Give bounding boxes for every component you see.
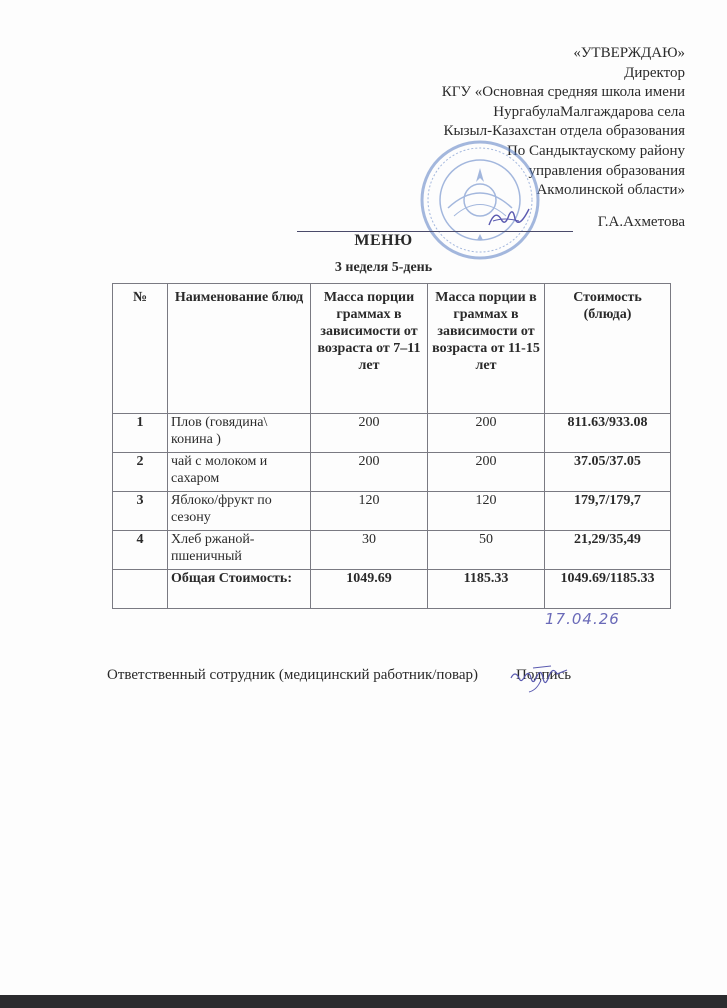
row-mass-11-15: 120 bbox=[428, 492, 545, 531]
row-num: 2 bbox=[113, 453, 168, 492]
cook-signature-icon bbox=[507, 664, 571, 694]
row-num: 1 bbox=[113, 414, 168, 453]
handwritten-date: 17.04.26 bbox=[545, 610, 620, 628]
table-row bbox=[113, 492, 671, 531]
row-num: 4 bbox=[113, 531, 168, 570]
approval-line: Акмолинской области» bbox=[536, 182, 685, 199]
row-dish-name: Плов (говядина\ конина ) bbox=[168, 414, 311, 453]
footer-line bbox=[107, 667, 571, 684]
menu-title: МЕНЮ bbox=[354, 232, 413, 249]
row-cost: 811.63/933.08 bbox=[545, 414, 671, 453]
row-dish-name: Хлеб ржаной-пшеничный bbox=[168, 531, 311, 570]
table-row bbox=[113, 531, 671, 570]
approval-line: Кызыл-Казахстан отдела образования bbox=[443, 123, 685, 140]
director-name: Г.А.Ахметова bbox=[597, 214, 685, 230]
approval-line: управления образования bbox=[528, 162, 685, 179]
header-dish-name: Наименование блюд bbox=[168, 284, 311, 414]
total-label: Общая Стоимость: bbox=[168, 570, 311, 609]
table-header-row bbox=[113, 284, 671, 414]
header-num: № bbox=[113, 284, 168, 414]
total-mass-11-15: 1185.33 bbox=[428, 570, 545, 609]
approval-line: Директор bbox=[624, 64, 685, 81]
row-cost: 37.05/37.05 bbox=[545, 453, 671, 492]
row-mass-7-11: 30 bbox=[311, 531, 428, 570]
table-row bbox=[113, 414, 671, 453]
approval-line: По Сандыктаускому району bbox=[506, 142, 685, 159]
menu-table bbox=[112, 283, 671, 609]
row-mass-7-11: 200 bbox=[311, 414, 428, 453]
menu-subtitle: 3 неделя 5-день bbox=[334, 260, 433, 275]
total-cost: 1049.69/1185.33 bbox=[545, 570, 671, 609]
row-cost: 179,7/179,7 bbox=[545, 492, 671, 531]
row-dish-name: чай с молоком и сахаром bbox=[168, 453, 311, 492]
director-signature-icon bbox=[485, 205, 533, 231]
row-mass-11-15: 200 bbox=[428, 414, 545, 453]
approval-heading: «УТВЕРЖДАЮ» bbox=[573, 45, 685, 61]
total-mass-7-11: 1049.69 bbox=[311, 570, 428, 609]
total-num-empty bbox=[113, 570, 168, 609]
table-row bbox=[113, 453, 671, 492]
signature-label: Подпись bbox=[516, 667, 572, 683]
row-mass-7-11: 200 bbox=[311, 453, 428, 492]
header-cost: Стоимость (блюда) bbox=[545, 284, 671, 414]
responsible-label: Ответственный сотрудник (медицинский работник/повар) bbox=[107, 667, 478, 683]
scanner-edge bbox=[0, 995, 727, 1008]
row-mass-11-15: 200 bbox=[428, 453, 545, 492]
row-mass-11-15: 50 bbox=[428, 531, 545, 570]
header-mass-7-11: Масса порции граммах в зависимости от возраста от 7–11 лет bbox=[311, 284, 428, 414]
approval-line: КГУ «Основная средняя школа имени bbox=[441, 84, 685, 101]
row-dish-name: Яблоко/фрукт по сезону bbox=[168, 492, 311, 531]
row-mass-7-11: 120 bbox=[311, 492, 428, 531]
row-cost: 21,29/35,49 bbox=[545, 531, 671, 570]
table-total-row bbox=[113, 570, 671, 609]
row-num: 3 bbox=[113, 492, 168, 531]
header-mass-11-15: Масса порции в граммах в зависимости от возраста от 11-15 лет bbox=[428, 284, 545, 414]
approval-line: НургабулаМалгаждарова села bbox=[493, 103, 685, 120]
